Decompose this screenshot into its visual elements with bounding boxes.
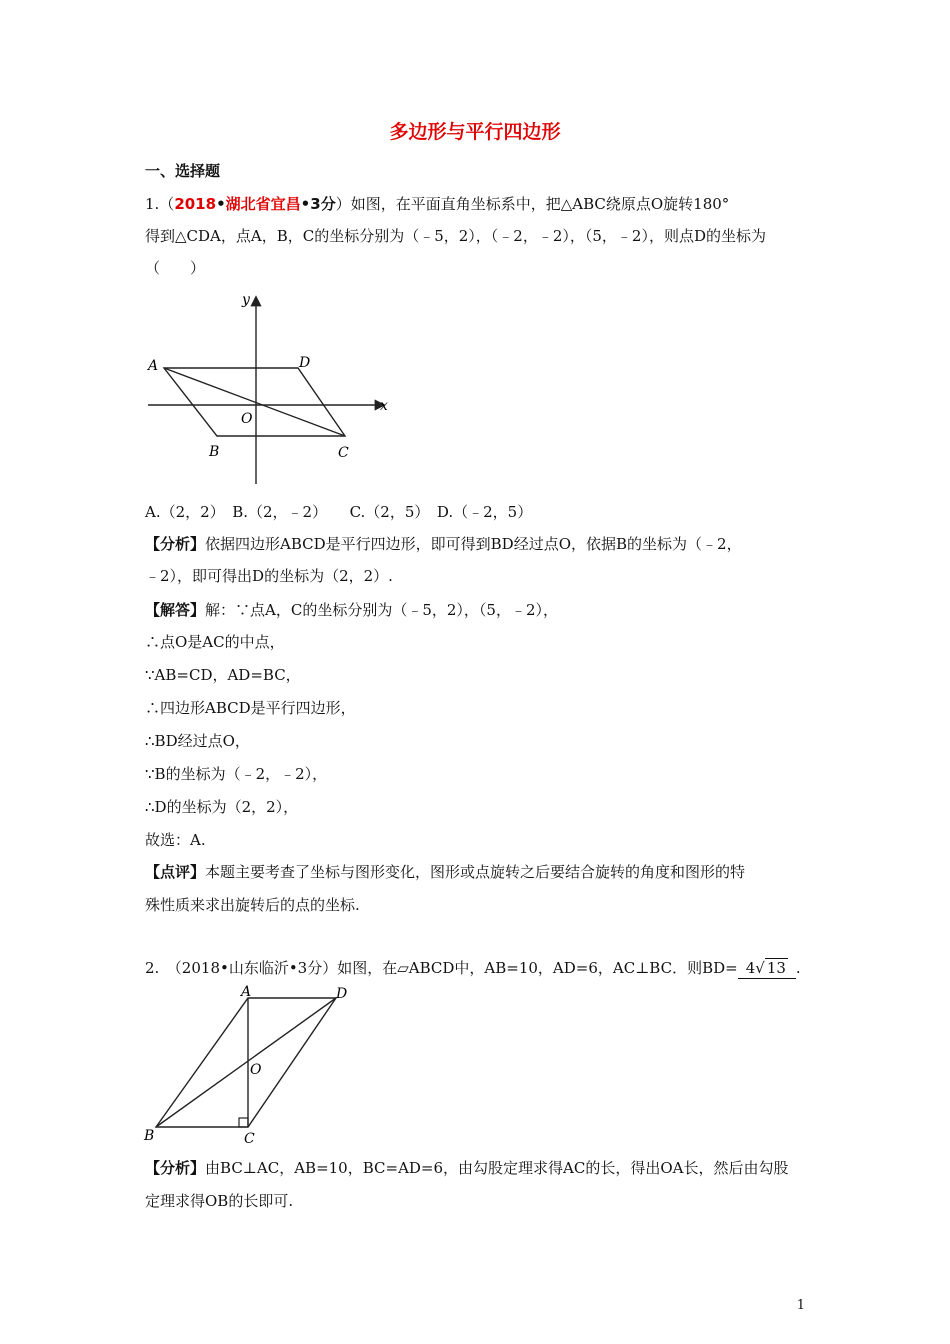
q1-step-2: ∵AB=CD，AD=BC，	[145, 666, 301, 684]
section-heading: 一、选择题	[145, 162, 221, 180]
q1-source-year: 2018	[174, 195, 217, 213]
q2-label-d: D	[336, 986, 348, 1002]
q2-label-c: C	[244, 1131, 255, 1147]
q1-comment-text: 本题主要考查了坐标与图形变化，图形或点旋转之后要结合旋转的角度和图形的特	[205, 863, 746, 881]
q1-line-3: （ ）	[145, 259, 206, 277]
q1-label-d: D	[299, 355, 311, 371]
q2-sqrt-sign: √	[755, 959, 765, 977]
q2-line-1	[145, 958, 801, 979]
q1-comment-tag: 【点评】	[145, 863, 206, 881]
q1-step-4: ∴BD经过点O，	[145, 732, 250, 750]
q1-step-1: ∴点O是AC的中点，	[145, 633, 285, 651]
q1-step-3: ∴四边形ABCD是平行四边形，	[145, 699, 356, 717]
q1-label-c: C	[338, 445, 349, 461]
q1-line-1	[145, 194, 729, 214]
q1-solution-tag: 【解答】	[145, 601, 206, 619]
q1-label-a: A	[148, 358, 159, 374]
q1-solution-text: 解：∵点A，C的坐标分别为（﹣5，2），（5，﹣2），	[205, 601, 559, 619]
q1-text-1: ）如图，在平面直角坐标系中，把△ABC绕原点O旋转180°	[335, 195, 730, 213]
page-title: 多边形与平行四边形	[389, 121, 561, 143]
q1-label-o: O	[241, 411, 253, 427]
q2-text: 2. （2018•山东临沂•3分）如图，在▱ABCD中，AB=10，AD=6，AC⊥BC．则BD=	[145, 959, 738, 977]
q2-answer-radicand: 13	[766, 959, 786, 977]
q2-answer	[738, 958, 796, 979]
q1-line-2: 得到△CDA，点A，B，C的坐标分别为（﹣5，2），（﹣2，﹣2），（5，﹣2），则点D的坐标为	[145, 227, 766, 245]
q2-analysis-text: 由BC⊥AC，AB=10，BC=AD=6，由勾股定理求得AC的长，得出OA长，然后由勾股	[205, 1159, 789, 1177]
q1-comment-1	[145, 862, 745, 882]
q2-label-b: B	[144, 1128, 155, 1144]
q1-options: A.（2，2） B.（2，﹣2） C.（2，5） D.（﹣2，5）	[145, 503, 533, 521]
q1-analysis-1	[145, 534, 742, 554]
q1-solution	[145, 600, 558, 620]
q1-analysis-tag: 【分析】	[145, 535, 206, 553]
q2-label-a: A	[241, 984, 252, 1000]
q2-diagonal-bd	[156, 998, 336, 1127]
q2-text-end: .	[795, 959, 801, 977]
q1-step-6: ∴D的坐标为（2，2），	[145, 798, 299, 816]
q1-source-place: 湖北省宜昌	[225, 195, 301, 213]
q1-step-5: ∵B的坐标为（﹣2，﹣2），	[145, 765, 328, 783]
q2-answer-coef: 4	[745, 959, 756, 977]
page-number: 1	[796, 1298, 805, 1313]
q1-analysis-text: 依据四边形ABCD是平行四边形，即可得到BD经过点O，依据B的坐标为（﹣2，	[205, 535, 742, 553]
q1-step-7: 故选：A.	[145, 831, 206, 849]
q1-dot: •	[216, 195, 226, 213]
q1-label-b: B	[209, 444, 220, 460]
q1-label-x: x	[380, 398, 388, 414]
q1-figure	[140, 284, 400, 492]
q1-label-y: y	[242, 292, 250, 308]
q2-analysis-1	[145, 1158, 788, 1178]
q2-analysis-tag: 【分析】	[145, 1159, 206, 1177]
q2-analysis-2: 定理求得OB的长即可.	[145, 1192, 294, 1210]
q1-prefix: 1.（	[145, 195, 175, 213]
q2-right-angle-mark	[239, 1118, 248, 1127]
q2-figure	[140, 984, 360, 1148]
q1-score: •3分	[300, 195, 336, 213]
q2-label-o: O	[250, 1062, 262, 1078]
q1-comment-2: 殊性质来求出旋转后的点的坐标.	[145, 896, 360, 914]
q1-analysis-2: ﹣2），即可得出D的坐标为（2，2）.	[145, 567, 393, 585]
